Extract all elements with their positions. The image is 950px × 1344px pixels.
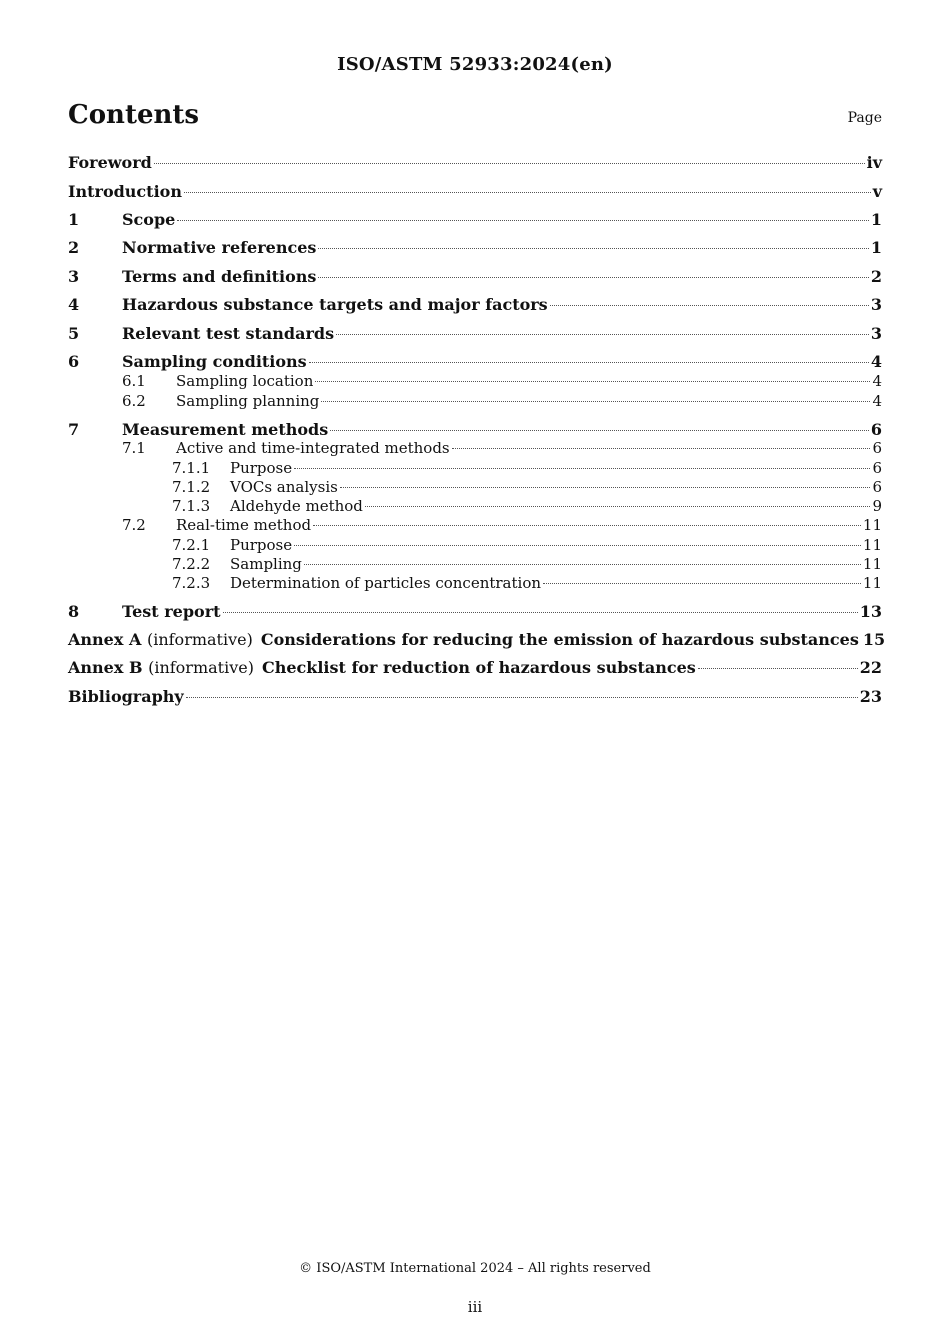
leader-dots bbox=[313, 525, 861, 526]
toc-entry-page: 11 bbox=[862, 536, 882, 554]
page-number: iii bbox=[467, 1298, 483, 1316]
leader-dots bbox=[336, 334, 869, 335]
toc-entry-number: 1 bbox=[68, 210, 80, 229]
page-column-label: Page bbox=[847, 110, 882, 126]
toc-entry-hazardous-substance-targets[interactable] bbox=[68, 295, 882, 314]
toc-entry-page: 3 bbox=[870, 295, 882, 314]
toc-entry-page: iv bbox=[866, 153, 882, 172]
toc-entry-normative-references[interactable] bbox=[68, 238, 882, 257]
toc-entry-page: 15 bbox=[862, 630, 886, 649]
toc-entry-bibliography[interactable] bbox=[68, 687, 882, 706]
toc-entry-number: 3 bbox=[68, 267, 80, 286]
toc-entry-page: 23 bbox=[859, 687, 882, 706]
toc-entry-title: VOCs analysis bbox=[230, 478, 338, 496]
leader-dots bbox=[223, 612, 858, 613]
toc-entry-title: Scope bbox=[122, 210, 176, 229]
toc-entry-vocs-analysis[interactable] bbox=[68, 478, 882, 496]
toc-entry-purpose-7-2-1[interactable] bbox=[68, 536, 882, 554]
leader-dots bbox=[304, 564, 861, 565]
toc-entry-page: 3 bbox=[870, 324, 882, 343]
leader-dots bbox=[550, 305, 869, 306]
toc-entry-page: 4 bbox=[872, 392, 882, 410]
toc-entry-title: Sampling planning bbox=[176, 392, 320, 410]
toc-entry-test-report[interactable] bbox=[68, 602, 882, 621]
toc-entry-page: 6 bbox=[872, 459, 882, 477]
toc-entry-number: 7.2 bbox=[122, 516, 146, 534]
toc-entry-number: 7.2.3 bbox=[172, 574, 211, 592]
toc-entry-number: 8 bbox=[68, 602, 80, 621]
leader-dots bbox=[184, 192, 871, 193]
leader-dots bbox=[698, 668, 858, 669]
leader-dots bbox=[365, 506, 871, 507]
toc-entry-number: 7.2.2 bbox=[172, 555, 211, 573]
toc-entry-active-time-integrated-methods[interactable] bbox=[68, 439, 882, 457]
toc-entry-particles-concentration[interactable] bbox=[68, 574, 882, 592]
toc-entry-page: 1 bbox=[870, 210, 882, 229]
leader-dots bbox=[543, 583, 861, 584]
leader-dots bbox=[177, 220, 869, 221]
toc-entry-page: 6 bbox=[872, 478, 882, 496]
toc-entry-page: 6 bbox=[872, 439, 882, 457]
toc-entry-title: Normative references bbox=[122, 238, 317, 257]
leader-dots bbox=[294, 468, 870, 469]
toc-entry-page: 11 bbox=[862, 555, 882, 573]
toc-entry-title: Sampling bbox=[230, 555, 302, 573]
toc-entry-page: 1 bbox=[870, 238, 882, 257]
toc-entry-page: 11 bbox=[862, 574, 882, 592]
toc-entry-purpose-7-1-1[interactable] bbox=[68, 459, 882, 477]
toc-entry-sampling-location[interactable] bbox=[68, 372, 882, 390]
toc-entry-title: Hazardous substance targets and major factors bbox=[122, 295, 548, 314]
toc-entry-number: 7.2.1 bbox=[172, 536, 211, 554]
toc-entry-number: 5 bbox=[68, 324, 80, 343]
toc-entry-relevant-test-standards[interactable] bbox=[68, 324, 882, 343]
toc-entry-title: Test report bbox=[122, 602, 221, 621]
toc-entry-title: Purpose bbox=[230, 536, 293, 554]
toc-entry-sampling-planning[interactable] bbox=[68, 392, 882, 410]
leader-dots bbox=[330, 430, 869, 431]
toc-entry-measurement-methods[interactable] bbox=[68, 420, 882, 439]
toc-entry-title: Introduction bbox=[68, 182, 182, 201]
toc-entry-number: 6.1 bbox=[122, 372, 146, 390]
leader-dots bbox=[452, 448, 871, 449]
toc-entry-number: 6 bbox=[68, 352, 80, 371]
annex-label: Annex A bbox=[68, 630, 142, 649]
toc-entry-terms-and-definitions[interactable] bbox=[68, 267, 882, 286]
toc-entry-introduction[interactable] bbox=[68, 182, 882, 201]
annex-informative-label: (informative) bbox=[146, 630, 253, 649]
toc-entry-real-time-method[interactable] bbox=[68, 516, 882, 534]
toc-entry-number: 7.1.1 bbox=[172, 459, 211, 477]
leader-dots bbox=[340, 487, 871, 488]
toc-entry-title: Real-time method bbox=[176, 516, 312, 534]
toc-entry-title: Aldehyde method bbox=[230, 497, 363, 515]
toc-entry-sampling-conditions[interactable] bbox=[68, 352, 882, 371]
toc-entry-page: 4 bbox=[870, 352, 882, 371]
leader-dots bbox=[318, 277, 868, 278]
toc-entry-number: 7 bbox=[68, 420, 80, 439]
toc-entry-page: 22 bbox=[859, 658, 882, 677]
toc-entry-title: Considerations for reducing the emission of hazardous substances bbox=[260, 630, 859, 649]
toc-entry-page: 4 bbox=[872, 372, 882, 390]
toc-entry-title: Foreword bbox=[68, 153, 152, 172]
toc-entry-page: 9 bbox=[872, 497, 882, 515]
toc-entry-aldehyde-method[interactable] bbox=[68, 497, 882, 515]
toc-entry-title: Active and time-integrated methods bbox=[176, 439, 450, 457]
annex-informative-label: (informative) bbox=[148, 658, 254, 677]
toc-entry-title: Sampling location bbox=[176, 372, 314, 390]
toc-entry-page: 13 bbox=[859, 602, 882, 621]
toc-entry-title: Determination of particles concentration bbox=[230, 574, 542, 592]
leader-dots bbox=[309, 362, 869, 363]
toc-entry-page: 11 bbox=[862, 516, 882, 534]
toc-entry-title: Relevant test standards bbox=[122, 324, 335, 343]
contents-heading: Contents bbox=[68, 100, 200, 130]
toc-entry-number: 6.2 bbox=[122, 392, 146, 410]
copyright-footer: © ISO/ASTM International 2024 – All rights reserved bbox=[299, 1261, 651, 1276]
toc-entry-title: Sampling conditions bbox=[122, 352, 307, 371]
leader-dots bbox=[154, 163, 865, 164]
annex-label: Annex B bbox=[68, 658, 143, 677]
toc-entry-number: 4 bbox=[68, 295, 80, 314]
toc-entry-number: 7.1.2 bbox=[172, 478, 211, 496]
leader-dots bbox=[318, 248, 868, 249]
toc-entry-number: 7.1.3 bbox=[172, 497, 211, 515]
leader-dots bbox=[294, 545, 861, 546]
toc-entry-title: Terms and definitions bbox=[122, 267, 317, 286]
leader-dots bbox=[186, 697, 858, 698]
toc-entry-number: 7.1 bbox=[122, 439, 146, 457]
toc-entry-title: Checklist for reduction of hazardous substances bbox=[261, 658, 696, 677]
toc-entry-number: 2 bbox=[68, 238, 80, 257]
toc-entry-annex-a[interactable] bbox=[68, 630, 886, 649]
toc-entry-title: Purpose bbox=[230, 459, 293, 477]
toc-entry-title: Bibliography bbox=[68, 687, 184, 706]
toc-entry-sampling-7-2-2[interactable] bbox=[68, 555, 882, 573]
toc-entry-annex-b[interactable] bbox=[68, 658, 882, 677]
toc-entry-scope[interactable] bbox=[68, 210, 882, 229]
toc-entry-page: 6 bbox=[870, 420, 882, 439]
leader-dots bbox=[315, 381, 870, 382]
document-id-header: ISO/ASTM 52933:2024(en) bbox=[337, 54, 613, 75]
leader-dots bbox=[321, 401, 870, 402]
toc-entry-page: v bbox=[872, 182, 882, 201]
toc-entry-foreword[interactable] bbox=[68, 153, 882, 172]
toc-entry-page: 2 bbox=[870, 267, 882, 286]
toc-entry-title: Measurement methods bbox=[122, 420, 329, 439]
